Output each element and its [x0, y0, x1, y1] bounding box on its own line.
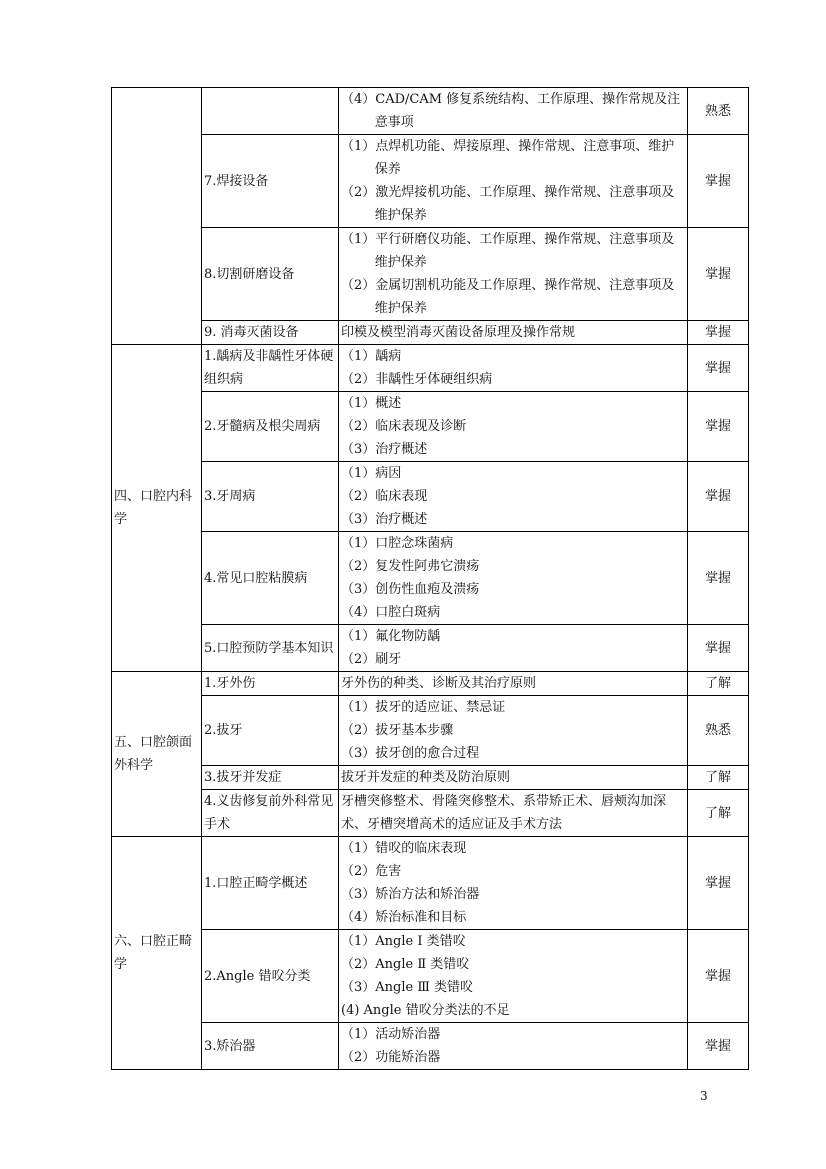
level-cell: 掌握: [688, 392, 749, 462]
content-cell: [339, 345, 688, 392]
topic-cell: 3.拔牙并发症: [202, 766, 339, 790]
content-line: （4）CAD/CAM 修复系统结构、工作原理、操作常规及注意事项: [341, 92, 681, 130]
content-line: （2）Angle Ⅱ 类错㕮: [341, 957, 470, 972]
level-cell: 了解: [688, 790, 749, 837]
topic-cell: 1.口腔正畸学概述: [202, 837, 339, 930]
content-line: 拔牙并发症的种类及防治原则: [341, 770, 511, 785]
content-line: 印模及模型消毒灭菌设备原理及操作常规: [341, 325, 576, 340]
level-cell: 掌握: [688, 1023, 749, 1070]
content-line: （3）创伤性血疱及溃疡: [341, 582, 480, 597]
content-line: （2）金属切割机功能及工作原理、操作常规、注意事项及维护保养: [341, 278, 675, 316]
content-line: （2）复发性阿弗它溃疡: [341, 559, 480, 574]
topic-cell: 9. 消毒灭菌设备: [202, 321, 339, 345]
table-row: [112, 625, 749, 672]
content-line: （1）氟化物防龋: [341, 629, 441, 644]
table-row: [112, 1023, 749, 1070]
topic-cell: 7.焊接设备: [202, 135, 339, 228]
table-row: [112, 672, 749, 696]
content-line: （1）点焊机功能、焊接原理、操作常规、注意事项、维护保养: [341, 139, 675, 177]
content-line: （1）错㕮的临床表现: [341, 841, 467, 856]
content-line: （2）激光焊接机功能、工作原理、操作常规、注意事项及维护保养: [341, 185, 675, 223]
table-row: [112, 88, 749, 135]
content-line: （1）病因: [341, 466, 402, 481]
table-row: [112, 766, 749, 790]
content-cell: [339, 462, 688, 532]
section-cell: [112, 88, 202, 345]
content-line: （3）拔牙创的愈合过程: [341, 746, 480, 761]
content-line: （2）临床表现及诊断: [341, 419, 467, 434]
level-cell: 掌握: [688, 321, 749, 345]
content-cell: [339, 672, 688, 696]
level-cell: 掌握: [688, 135, 749, 228]
topic-cell: [202, 88, 339, 135]
content-line: （1）平行研磨仪功能、工作原理、操作常规、注意事项及维护保养: [341, 232, 675, 270]
content-line: （1）概述: [341, 396, 402, 411]
content-line: （2）功能矫治器: [341, 1050, 441, 1065]
topic-cell: 2.牙髓病及根尖周病: [202, 392, 339, 462]
content-cell: [339, 1023, 688, 1070]
content-line: 牙外伤的种类、诊断及其治疗原则: [341, 676, 537, 691]
level-cell: 了解: [688, 766, 749, 790]
table-row: [112, 790, 749, 837]
content-cell: [339, 790, 688, 837]
table-row: [112, 228, 749, 321]
table-row: [112, 392, 749, 462]
level-cell: 掌握: [688, 930, 749, 1023]
level-cell: 掌握: [688, 532, 749, 625]
content-line: （4）口腔白斑病: [341, 605, 441, 620]
section-cell: 六、口腔正畸学: [112, 837, 202, 1070]
table-row: [112, 532, 749, 625]
content-line: （1）口腔念珠菌病: [341, 536, 454, 551]
topic-cell: 3.矫治器: [202, 1023, 339, 1070]
table-row: [112, 462, 749, 532]
content-line: （3）矫治方法和矫治器: [341, 887, 480, 902]
content-line: （1）龋病: [341, 349, 402, 364]
content-line: （1）活动矫治器: [341, 1027, 441, 1042]
level-cell: 了解: [688, 672, 749, 696]
content-line: (4) Angle 错㕮分类法的不足: [341, 1003, 510, 1018]
level-cell: 掌握: [688, 837, 749, 930]
content-line: （2）刷牙: [341, 652, 402, 667]
topic-cell: 1.龋病及非龋性牙体硬组织病: [202, 345, 339, 392]
content-line: （2）危害: [341, 864, 402, 879]
content-line: （4）矫治标准和目标: [341, 910, 467, 925]
level-cell: 掌握: [688, 228, 749, 321]
content-cell: [339, 930, 688, 1023]
content-line: （3）Angle Ⅲ 类错㕮: [341, 980, 474, 995]
table-row: [112, 837, 749, 930]
table-row: [112, 135, 749, 228]
content-cell: [339, 837, 688, 930]
content-cell: [339, 625, 688, 672]
content-line: （3）治疗概述: [341, 512, 428, 527]
section-cell: 五、口腔颌面外科学: [112, 672, 202, 837]
content-line: （2）临床表现: [341, 489, 428, 504]
content-line: （1）拔牙的适应证、禁忌证: [341, 700, 506, 715]
table-row: [112, 321, 749, 345]
content-line: （2）非龋性牙体硬组织病: [341, 372, 493, 387]
level-cell: 掌握: [688, 462, 749, 532]
content-line: （1）Angle Ⅰ 类错㕮: [341, 934, 466, 949]
topic-cell: 1.牙外伤: [202, 672, 339, 696]
level-cell: 掌握: [688, 345, 749, 392]
topic-cell: 3.牙周病: [202, 462, 339, 532]
table-row: [112, 696, 749, 766]
section-cell: 四、口腔内科学: [112, 345, 202, 672]
content-cell: [339, 766, 688, 790]
content-cell: [339, 228, 688, 321]
topic-cell: 4.常见口腔粘膜病: [202, 532, 339, 625]
table-row: [112, 345, 749, 392]
topic-cell: 2.拔牙: [202, 696, 339, 766]
content-cell: [339, 88, 688, 135]
topic-cell: 5.口腔预防学基本知识: [202, 625, 339, 672]
topic-cell: 2.Angle 错㕮分类: [202, 930, 339, 1023]
level-cell: 熟悉: [688, 88, 749, 135]
content-cell: [339, 696, 688, 766]
level-cell: 掌握: [688, 625, 749, 672]
content-cell: [339, 532, 688, 625]
topic-cell: 8.切割研磨设备: [202, 228, 339, 321]
table-row: [112, 930, 749, 1023]
content-cell: [339, 392, 688, 462]
page-number: 3: [700, 1089, 708, 1103]
syllabus-table: [111, 87, 749, 1070]
content-cell: [339, 321, 688, 345]
content-line: （3）治疗概述: [341, 442, 428, 457]
level-cell: 熟悉: [688, 696, 749, 766]
content-line: （2）拔牙基本步骤: [341, 723, 454, 738]
content-cell: [339, 135, 688, 228]
content-line: 牙槽突修整术、骨隆突修整术、系带矫正术、唇颊沟加深术、牙槽突增高术的适应证及手术方法: [341, 794, 667, 832]
topic-cell: 4.义齿修复前外科常见手术: [202, 790, 339, 837]
